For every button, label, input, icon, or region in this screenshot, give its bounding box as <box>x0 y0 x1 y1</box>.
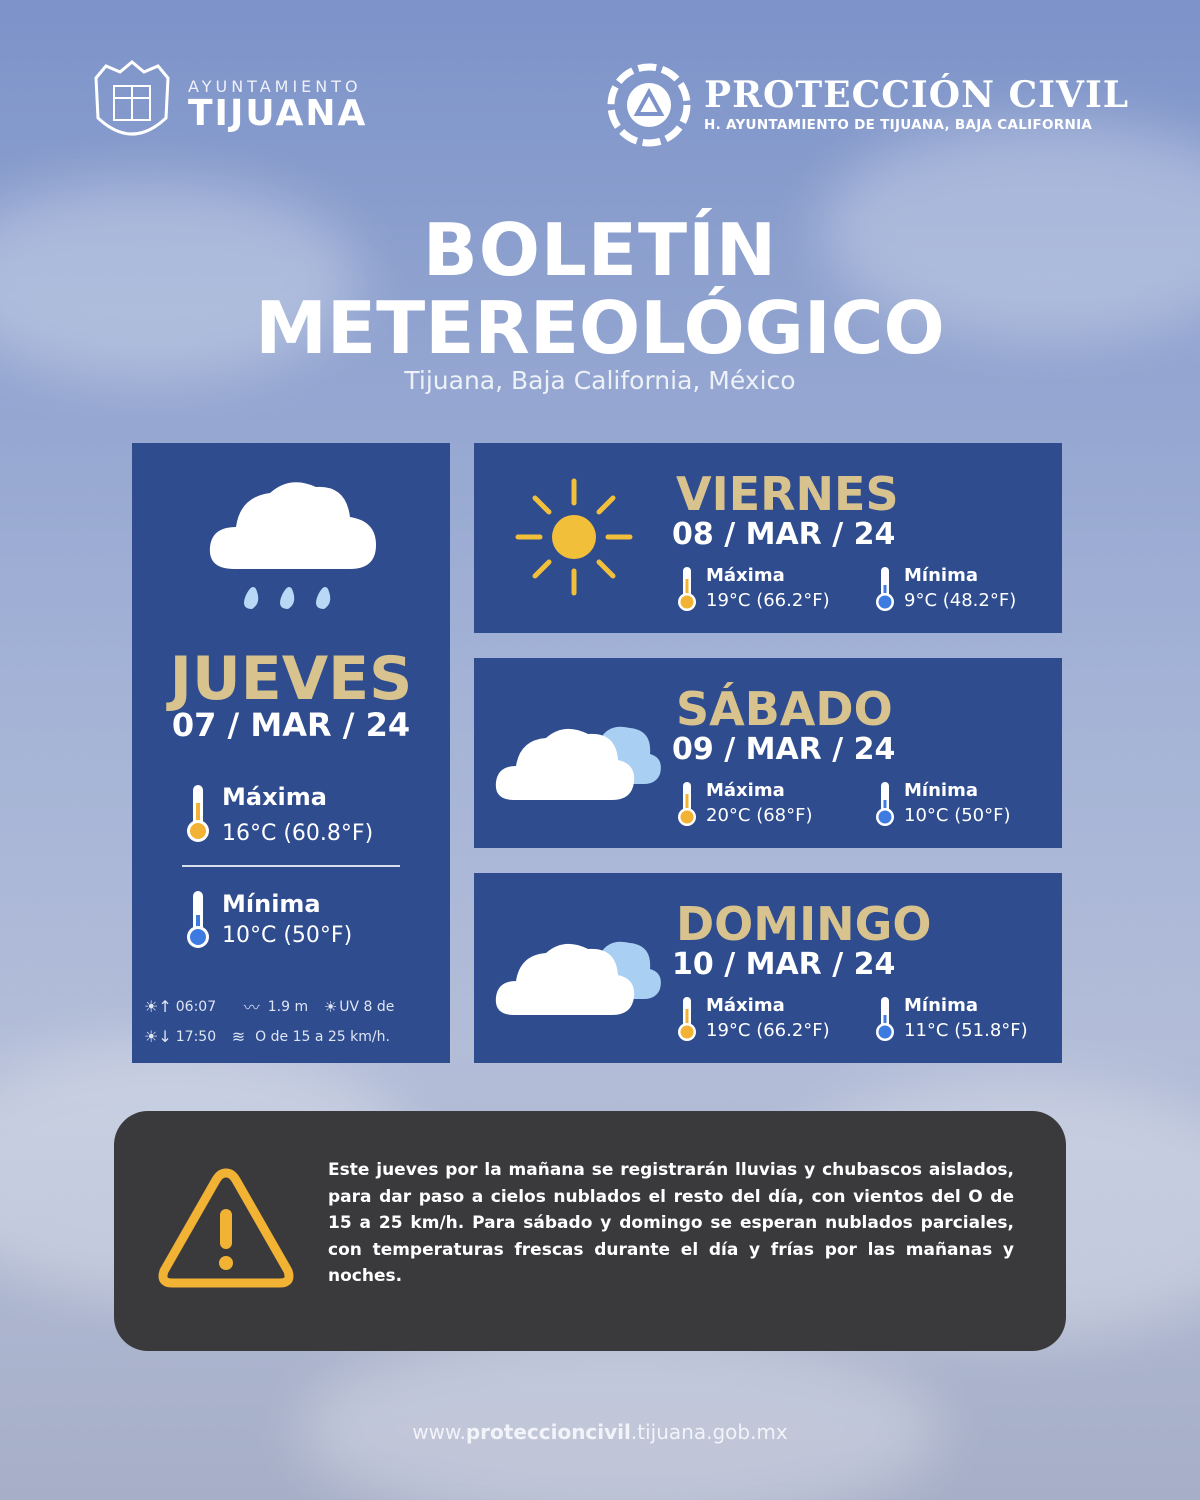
rain-cloud-icon <box>206 469 380 629</box>
today-max-value: 16°C (60.8°F) <box>222 821 374 846</box>
thermometer-min-icon <box>874 780 896 828</box>
forecast-max-value: 20°C (68°F) <box>706 805 813 826</box>
wind-icon: ≋ <box>231 1027 246 1046</box>
forecast-max <box>676 995 830 1043</box>
forecast-max-label: Máxima <box>706 780 785 801</box>
proteccion-civil-subtitle: H. AYUNTAMIENTO DE TIJUANA, BAJA CALIFORNIA <box>704 117 1093 133</box>
divider <box>182 865 400 867</box>
url-suffix: .tijuana.gob.mx <box>630 1420 788 1444</box>
forecast-date: 08 / MAR / 24 <box>672 517 896 552</box>
thermometer-max-icon <box>676 995 698 1043</box>
forecast-card-friday <box>474 443 1062 633</box>
tijuana-seal-icon <box>86 58 178 150</box>
forecast-card-sunday <box>474 873 1062 1063</box>
sun-icon <box>514 477 634 597</box>
forecast-day-name: DOMINGO <box>676 897 932 951</box>
wave-height: 1.9 m <box>267 998 309 1015</box>
today-date: 07 / MAR / 24 <box>171 706 411 744</box>
forecast-max-label: Máxima <box>706 995 785 1016</box>
forecast-day-name: SÁBADO <box>676 682 893 736</box>
forecast-min-value: 10°C (50°F) <box>904 805 1011 826</box>
warning-icon <box>156 1163 296 1293</box>
thermometer-min-icon <box>874 995 896 1043</box>
forecast-max-value: 19°C (66.2°F) <box>706 590 830 611</box>
proteccion-civil-logo <box>606 62 1129 148</box>
bulletin-title-line2: METEREOLÓGICO <box>255 286 945 370</box>
alert-text: Este jueves por la mañana se registrarán lluvias y chubascos aislados, para dar paso a cielos nublados el resto del día, con vientos del O de 15 a 25 km/h. Para sábado y domingo se esperan nublados parciales, con temperaturas frescas durante el día y frías por las mañanas y noches. <box>328 1160 1014 1286</box>
partly-cloudy-icon <box>494 923 664 1023</box>
forecast-max <box>676 565 830 613</box>
thermometer-max-icon <box>184 783 212 845</box>
today-extras-row2 <box>144 1027 390 1046</box>
forecast-min-label: Mínima <box>904 565 978 586</box>
thermometer-max-icon <box>676 780 698 828</box>
thermometer-min-icon <box>874 565 896 613</box>
website-link[interactable] <box>0 1420 1200 1444</box>
background-cloud <box>300 1330 940 1500</box>
today-extras-row1 <box>144 995 394 1018</box>
today-min-value: 10°C (50°F) <box>222 923 353 948</box>
forecast-date: 09 / MAR / 24 <box>672 732 896 767</box>
forecast-max-label: Máxima <box>706 565 785 586</box>
forecast-min-label: Mínima <box>904 995 978 1016</box>
forecast-min <box>874 995 1028 1043</box>
thermometer-max-icon <box>676 565 698 613</box>
tijuana-label: TIJUANA <box>188 92 368 134</box>
forecast-min <box>874 565 1016 613</box>
proteccion-civil-emblem-icon <box>606 62 692 148</box>
uv-icon: ☀ <box>323 997 338 1016</box>
sunset-time: 17:50 <box>175 1028 217 1045</box>
wind-info: O de 15 a 25 km/h. <box>255 1028 390 1045</box>
today-card <box>132 443 450 1063</box>
uv-index: UV 8 de <box>339 998 395 1015</box>
forecast-min-value: 11°C (51.8°F) <box>904 1020 1028 1041</box>
wave-icon: 〰 <box>243 998 260 1017</box>
forecast-max-value: 19°C (66.2°F) <box>706 1020 830 1041</box>
ayuntamiento-label: AYUNTAMIENTO <box>188 76 362 96</box>
sunrise-time: 06:07 <box>175 998 217 1015</box>
sunrise-icon: ☀↑ <box>144 997 172 1016</box>
forecast-card-saturday <box>474 658 1062 848</box>
forecast-min-label: Mínima <box>904 780 978 801</box>
bulletin-title-line1: BOLETÍN <box>422 208 778 292</box>
today-max-label: Máxima <box>222 783 327 811</box>
thermometer-min-icon <box>184 889 212 951</box>
forecast-date: 10 / MAR / 24 <box>672 947 896 982</box>
partly-cloudy-icon <box>494 708 664 808</box>
forecast-min-value: 9°C (48.2°F) <box>904 590 1017 611</box>
proteccion-civil-title: PROTECCIÓN CIVIL <box>704 74 1130 116</box>
url-domain-bold: proteccioncivil <box>465 1420 631 1444</box>
sunset-icon: ☀↓ <box>144 1027 172 1046</box>
forecast-min <box>874 780 1011 828</box>
weather-alert-box <box>114 1111 1066 1351</box>
today-day-name: JUEVES <box>169 644 413 714</box>
url-prefix: www. <box>412 1420 466 1444</box>
forecast-day-name: VIERNES <box>676 467 899 521</box>
ayuntamiento-logo <box>86 58 367 150</box>
location-subtitle: Tijuana, Baja California, México <box>404 366 796 395</box>
forecast-max <box>676 780 813 828</box>
today-min-label: Mínima <box>222 890 321 918</box>
